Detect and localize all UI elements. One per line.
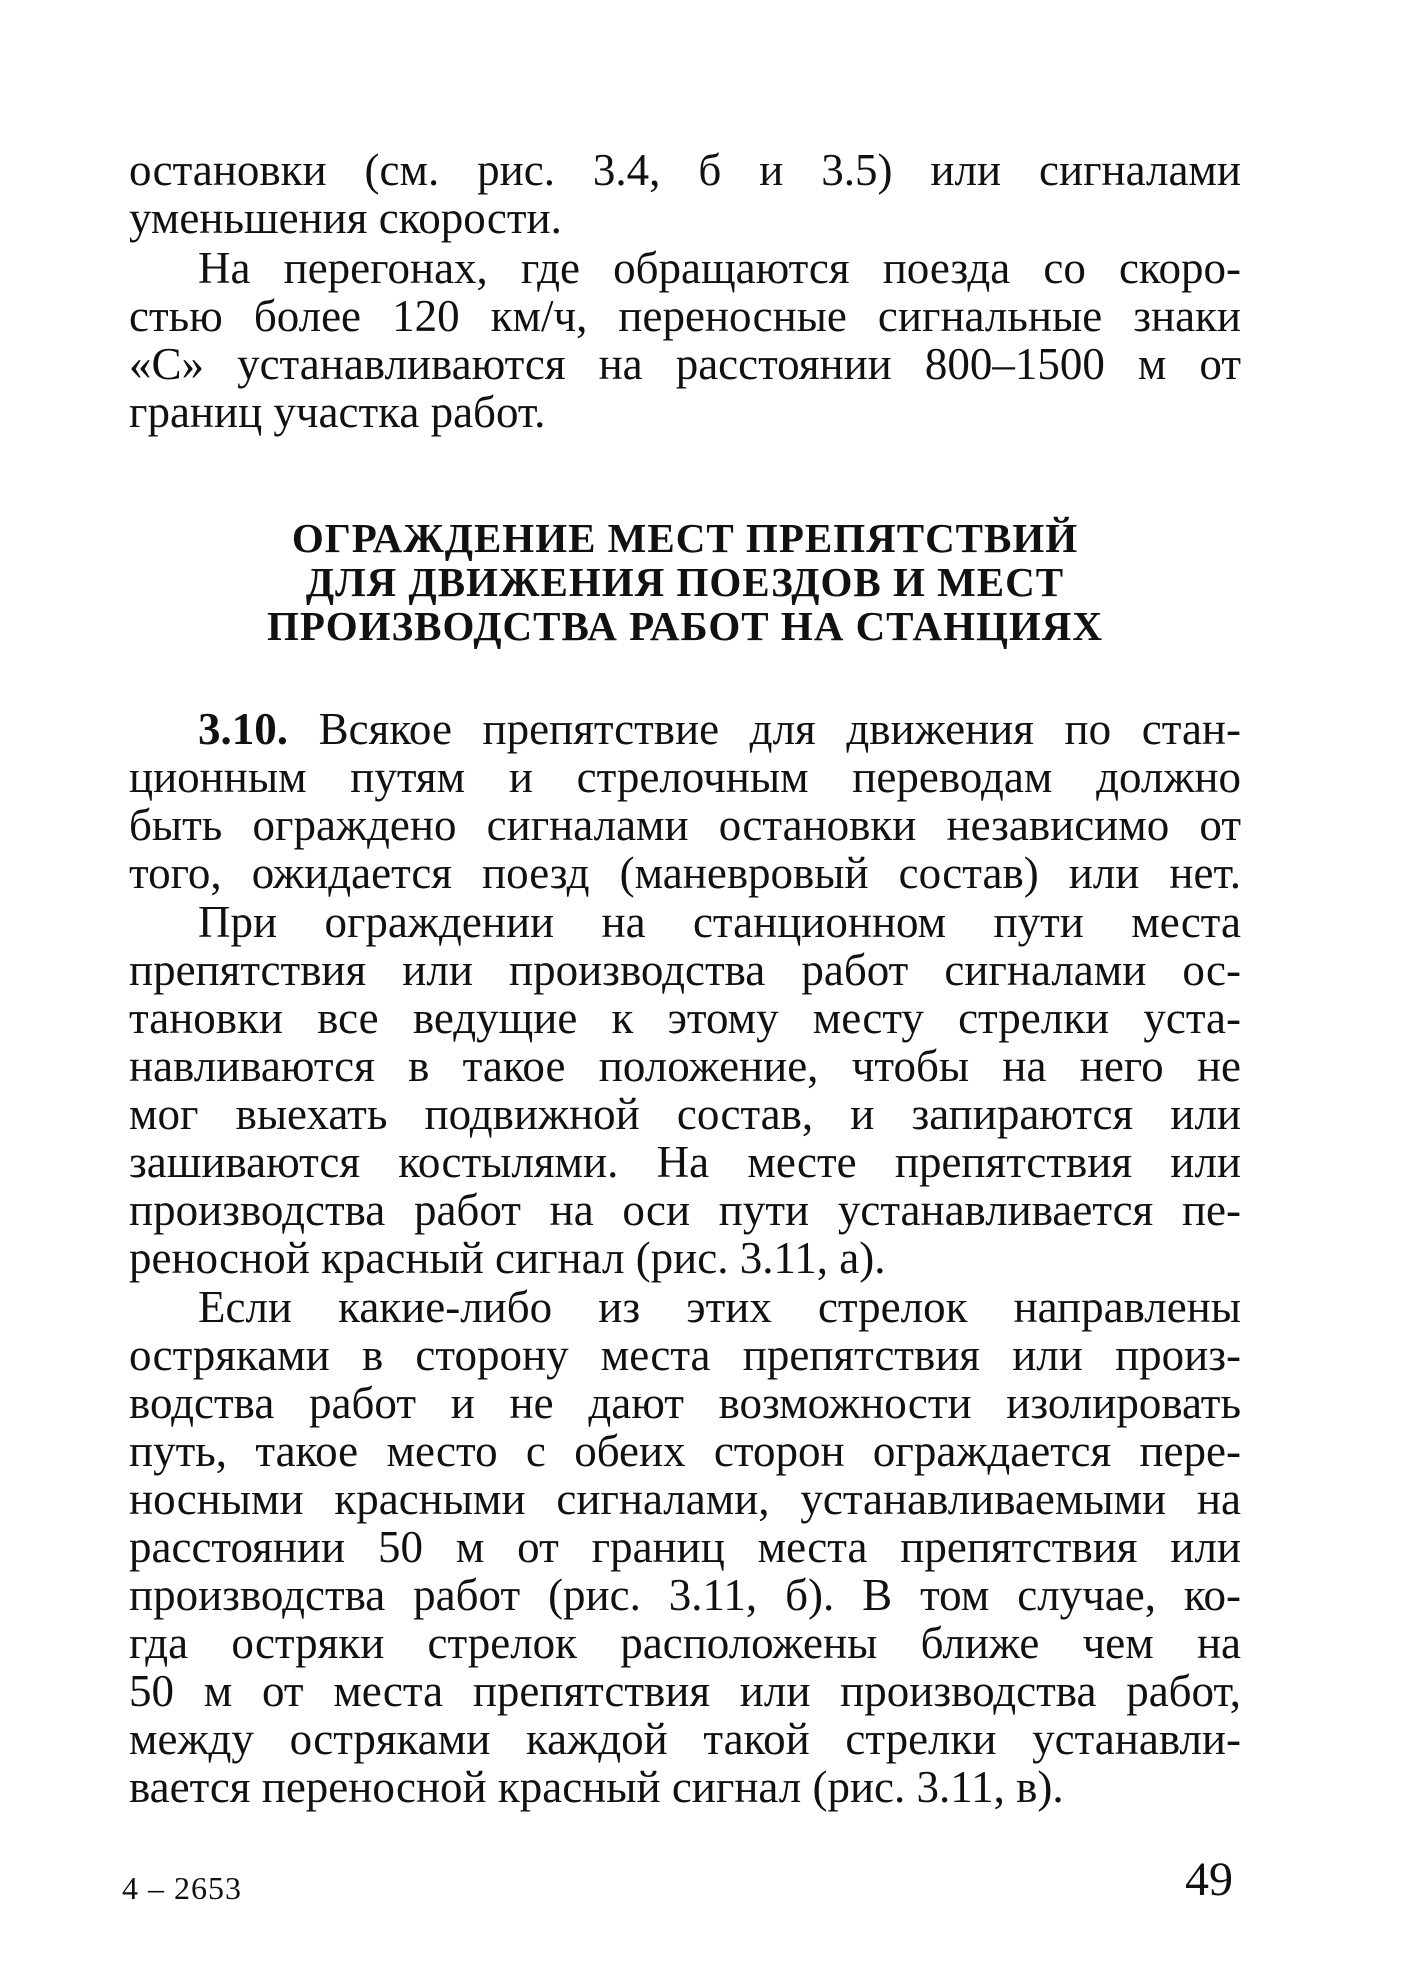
para-switches-line-5: носными красными сигналами, устанавливаемыми на <box>129 1474 1241 1524</box>
page-number: 49 <box>1185 1853 1233 1906</box>
section-number: 3.10. <box>198 704 288 754</box>
para-speed-line-4: границ участка работ. <box>129 387 546 437</box>
para-fencing-line-3: тановки все ведущие к этому месту стрелки уста- <box>129 993 1241 1043</box>
para-fencing-line-5: мог выехать подвижной состав, и запираются или <box>129 1089 1241 1139</box>
para-speed-line-3: «С» устанавливаются на расстоянии 800–1500 м от <box>129 339 1241 389</box>
para-switches-line-1: Если какие-либо из этих стрелок направлены <box>198 1282 1241 1332</box>
para-switches-line-8: гда остряки стрелок расположены ближе чем на <box>129 1618 1241 1668</box>
section-310-first-line-text: Всякое препятствие для движения по стан- <box>318 704 1242 754</box>
para-switches-line-11: вается переносной красный сигнал (рис. 3.11, в). <box>129 1762 1064 1812</box>
para-fencing-line-8: реносной красный сигнал (рис. 3.11, а). <box>129 1233 886 1283</box>
para-fencing-line-2: препятствия или производства работ сигналами ос- <box>129 945 1241 995</box>
para-switches-line-10: между остряками каждой такой стрелки устанавли- <box>129 1714 1241 1764</box>
para-speed-line-1: На перегонах, где обращаются поезда со скоро- <box>198 243 1241 293</box>
para-switches-line-9: 50 м от места препятствия или производства работ, <box>129 1666 1241 1716</box>
section-310-line-4: того, ожидается поезд (маневровый состав) или нет. <box>129 848 1241 898</box>
para-switches-line-3: водства работ и не дают возможности изолировать <box>129 1378 1241 1428</box>
intro-line-2: уменьшения скорости. <box>129 193 562 243</box>
printer-signature: 4 – 2653 <box>122 1870 242 1906</box>
para-fencing-line-4: навливаются в такое положение, чтобы на него не <box>129 1041 1241 1091</box>
para-switches-line-6: расстоянии 50 м от границ места препятствия или <box>129 1522 1241 1572</box>
intro-line-1: остановки (см. рис. 3.4, б и 3.5) или сигналами <box>129 145 1241 195</box>
section-310-line-2: ционным путям и стрелочным переводам должно <box>129 752 1241 802</box>
para-switches-line-7: производства работ (рис. 3.11, б). В том случае, ко- <box>129 1570 1241 1620</box>
para-fencing-line-6: зашиваются костылями. На месте препятствия или <box>129 1137 1241 1187</box>
para-switches-line-4: путь, такое место с обеих сторон ограждается пере- <box>129 1426 1241 1476</box>
para-switches-line-2: остряками в сторону места препятствия или произ- <box>129 1330 1241 1380</box>
para-speed-line-2: стью более 120 км/ч, переносные сигнальные знаки <box>129 291 1241 341</box>
section-heading-line-2: ДЛЯ ДВИЖЕНИЯ ПОЕЗДОВ И МЕСТ <box>305 559 1065 605</box>
section-heading-line-3: ПРОИЗВОДСТВА РАБОТ НА СТАНЦИЯХ <box>267 603 1103 649</box>
para-fencing-line-7: производства работ на оси пути устанавливается пе- <box>129 1185 1241 1235</box>
para-fencing-line-1: При ограждении на станционном пути места <box>198 897 1241 947</box>
section-heading-line-1: ОГРАЖДЕНИЕ МЕСТ ПРЕПЯТСТВИЙ <box>291 515 1079 561</box>
section-310-line-3: быть ограждено сигналами остановки независимо от <box>129 800 1241 850</box>
section-310-line-1 <box>198 705 1241 753</box>
